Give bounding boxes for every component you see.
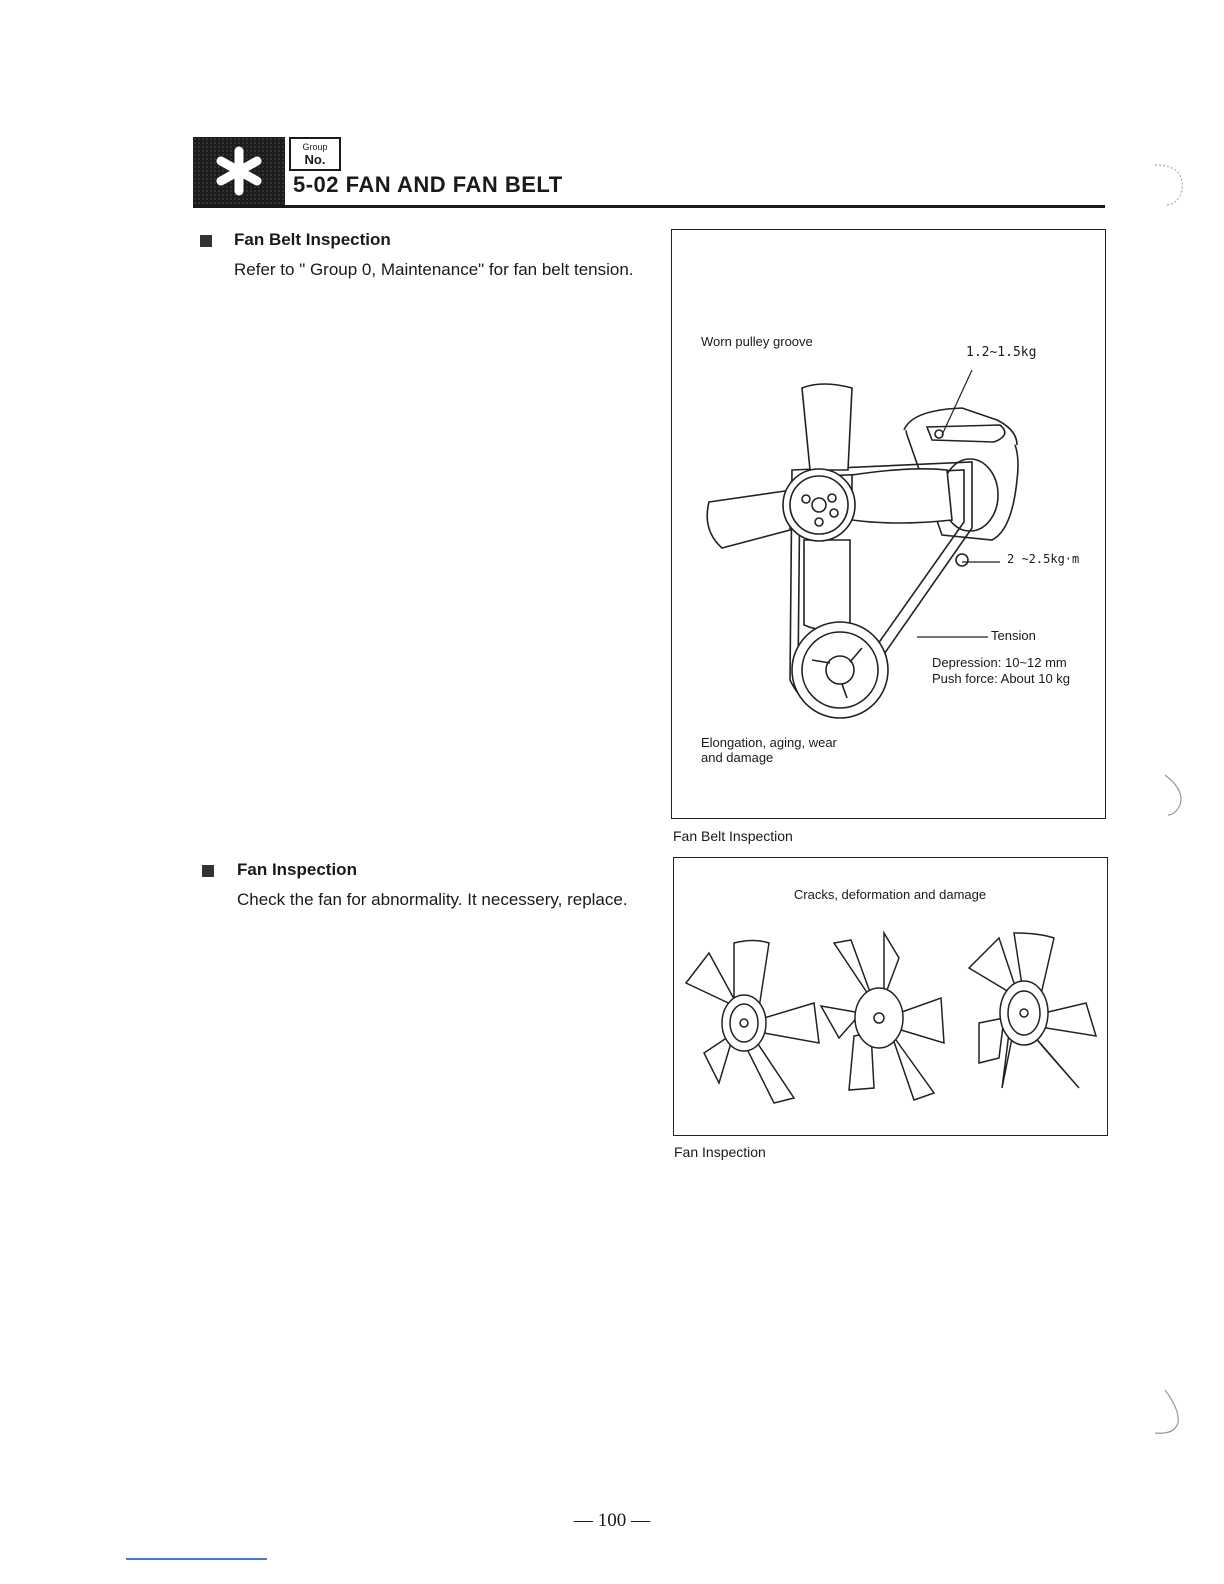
section-heading-fan-belt: Fan Belt Inspection xyxy=(234,230,391,249)
fan-belt-illustration xyxy=(672,230,1104,817)
label-tension: Tension xyxy=(991,628,1036,643)
fan-belt-figure xyxy=(671,229,1106,819)
binder-hole-mark xyxy=(1150,1385,1185,1440)
header-rule xyxy=(193,205,1105,208)
label-cracks-deformation: Cracks, deformation and damage xyxy=(793,887,987,902)
section-bullet xyxy=(202,865,214,877)
group-label: Group xyxy=(302,142,328,152)
label-depression: Depression: 10~12 mm xyxy=(932,655,1067,670)
label-torque-1: 1.2~1.5kg xyxy=(966,345,1037,360)
figure-caption-fan: Fan Inspection xyxy=(674,1144,766,1160)
page-number: — 100 — xyxy=(574,1510,650,1531)
section-body-fan-belt: Refer to " Group 0, Maintenance" for fan belt tension. xyxy=(234,260,634,279)
page-title: 5-02 FAN AND FAN BELT xyxy=(293,172,563,197)
section-bullet xyxy=(200,235,212,247)
label-push-force: Push force: About 10 kg xyxy=(932,671,1071,686)
group-emblem xyxy=(193,137,285,205)
section-heading-fan: Fan Inspection xyxy=(237,860,357,879)
group-number-box xyxy=(289,137,341,171)
label-elongation-line1: Elongation, aging, wear xyxy=(701,735,837,750)
label-elongation-line2: and damage xyxy=(701,750,774,765)
no-label: No. xyxy=(304,152,326,167)
blue-underline-mark xyxy=(126,1558,267,1560)
label-torque-2: 2 ~2.5kg·m xyxy=(1007,552,1080,566)
asterisk-icon xyxy=(209,145,269,197)
binder-hole-mark xyxy=(1160,770,1190,820)
figure-caption-fan-belt: Fan Belt Inspection xyxy=(673,828,793,844)
fan-inspection-figure xyxy=(673,857,1108,1136)
fans-illustration xyxy=(674,858,1106,1134)
label-worn-pulley-groove: Worn pulley groove xyxy=(701,334,813,349)
section-body-fan: Check the fan for abnormality. It necessery, replace. xyxy=(237,890,628,909)
binder-hole-mark xyxy=(1150,160,1190,210)
